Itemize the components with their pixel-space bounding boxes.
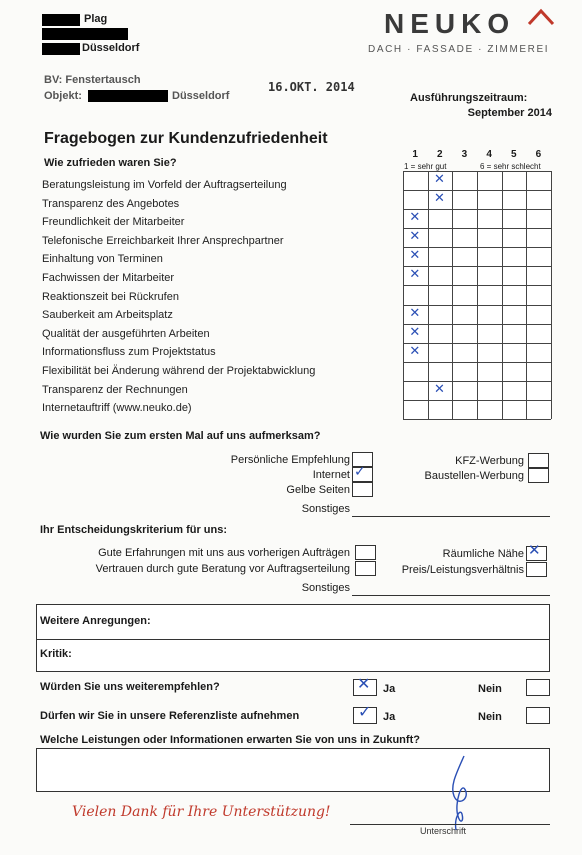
- signature-line[interactable]: [350, 824, 550, 825]
- rating-cell[interactable]: [478, 172, 501, 189]
- rating-mark-icon: ✕: [434, 191, 445, 207]
- grid-line: [403, 419, 551, 420]
- rating-cell[interactable]: [503, 363, 526, 380]
- scale-number: 1: [412, 149, 418, 160]
- rating-cell[interactable]: [478, 344, 501, 361]
- rating-mark-icon: ✕: [434, 381, 445, 397]
- satisfaction-item: Sauberkeit am Arbeitsplatz: [42, 309, 173, 322]
- rating-cell[interactable]: [453, 248, 476, 265]
- rating-cell[interactable]: [404, 363, 427, 380]
- sender-name: Plag: [84, 13, 108, 25]
- rating-cell[interactable]: [503, 325, 526, 342]
- satisfaction-item: Telefonische Erreichbarkeit Ihrer Ansprechpartner: [42, 234, 284, 247]
- cross-mark-icon: ✕: [528, 541, 541, 559]
- satisfaction-item: Transparenz des Angebotes: [42, 197, 180, 210]
- scale-number: 4: [486, 149, 492, 160]
- grid-line: [551, 171, 552, 419]
- satisfaction-item: Flexibilität bei Änderung während der Projektabwicklung: [42, 365, 316, 377]
- redacted-object: [88, 90, 168, 102]
- redacted-name: [42, 14, 80, 26]
- rating-mark-icon: ✕: [434, 172, 445, 187]
- rating-grid: [403, 171, 551, 419]
- rating-cell[interactable]: [503, 286, 526, 303]
- rating-cell[interactable]: [429, 210, 452, 227]
- option-persoenliche-empfehlung: Persönliche Empfehlung: [230, 454, 350, 466]
- satisfaction-item: Fachwissen der Mitarbeiter: [42, 272, 175, 284]
- handwritten-signature: [440, 752, 476, 834]
- rating-cell[interactable]: [527, 344, 550, 361]
- checkbox-preis-leistung[interactable]: [526, 562, 547, 577]
- option-gute-erfahrungen: Gute Erfahrungen mit uns aus vorherigen Aufträgen: [98, 547, 350, 559]
- option-preis-leistung: Preis/Leistungsverhältnis: [401, 564, 524, 576]
- rating-cell[interactable]: [478, 363, 501, 380]
- rating-cell[interactable]: [453, 306, 476, 323]
- rating-cell[interactable]: [429, 344, 452, 361]
- scale-number: 2: [437, 149, 443, 160]
- reference-question: Dürfen wir Sie in unsere Referenzliste aufnehmen: [40, 710, 300, 722]
- satisfaction-item: Informationsfluss zum Projektstatus: [42, 346, 216, 359]
- rating-cell[interactable]: [503, 172, 526, 189]
- rating-cell[interactable]: [453, 191, 476, 208]
- recommend-question: Würden Sie uns weiterempfehlen?: [40, 681, 220, 693]
- checkbox-kfz-werbung[interactable]: [528, 453, 549, 468]
- rating-cell[interactable]: [478, 306, 501, 323]
- objekt-label: Objekt:: [44, 90, 82, 102]
- page-title: Fragebogen zur Kundenzufriedenheit: [44, 130, 328, 147]
- check-mark-icon: ✓: [358, 702, 372, 721]
- criteria-question: Ihr Entscheidungskriterium für uns:: [40, 524, 228, 536]
- rating-cell[interactable]: [478, 325, 501, 342]
- scale-number: 5: [511, 149, 517, 160]
- rating-mark-icon: ✕: [409, 305, 421, 321]
- rating-cell[interactable]: [404, 172, 427, 189]
- signature-label: Unterschrift: [420, 826, 467, 836]
- rating-cell[interactable]: [503, 382, 526, 399]
- rating-cell[interactable]: [453, 210, 476, 227]
- cross-mark-icon: ✕: [357, 674, 371, 693]
- satisfaction-item: Internetauftriff (www.neuko.de): [42, 402, 192, 415]
- recommend-no-checkbox[interactable]: [526, 679, 550, 696]
- received-stamp: 16.OKT. 2014: [268, 80, 355, 94]
- option-gelbe-seiten: Gelbe Seiten: [286, 484, 350, 496]
- rating-cell[interactable]: [527, 382, 550, 399]
- option-internet: Internet: [312, 469, 350, 481]
- roof-icon: [527, 8, 555, 26]
- satisfaction-item: Reaktionszeit bei Rückrufen: [42, 290, 179, 303]
- period-label: Ausführungszeitraum:: [410, 92, 528, 104]
- source-other-field[interactable]: [352, 516, 550, 517]
- source-question: Wie wurden Sie zum ersten Mal auf uns aufmerksam?: [40, 430, 321, 442]
- period-value: September 2014: [467, 107, 552, 119]
- scale-best-label: 1 = sehr gut: [404, 162, 447, 171]
- rating-cell[interactable]: [429, 229, 452, 246]
- rating-cell[interactable]: [429, 306, 452, 323]
- rating-cell[interactable]: [453, 172, 476, 189]
- rating-cell[interactable]: [478, 229, 501, 246]
- rating-cell[interactable]: [453, 267, 476, 284]
- rating-cell[interactable]: [478, 267, 501, 284]
- option-vertrauen-beratung: Vertrauen durch gute Beratung vor Auftragserteilung: [95, 563, 350, 575]
- checkbox-gute-erfahrungen[interactable]: [355, 545, 376, 560]
- rating-cell[interactable]: [429, 401, 452, 418]
- reference-no-checkbox[interactable]: [526, 707, 550, 724]
- sender-city: Düsseldorf: [82, 42, 140, 54]
- scale-number: 3: [461, 149, 468, 160]
- scale-worst-label: 6 = sehr schlecht: [480, 162, 541, 171]
- rating-cell[interactable]: [503, 306, 526, 323]
- rating-cell[interactable]: [404, 191, 427, 208]
- rating-cell[interactable]: [527, 210, 550, 227]
- bv-label: BV: Fenstertausch: [44, 74, 141, 86]
- rating-cell[interactable]: [453, 363, 476, 380]
- rating-cell[interactable]: [453, 325, 476, 342]
- rating-cell[interactable]: [527, 401, 550, 418]
- recommend-no-label: Nein: [478, 683, 502, 695]
- criticism-label: Kritik:: [40, 648, 72, 660]
- rating-cell[interactable]: [429, 248, 452, 265]
- rating-cell[interactable]: [404, 382, 427, 399]
- rating-cell[interactable]: [478, 401, 501, 418]
- rating-cell[interactable]: [453, 229, 476, 246]
- rating-cell[interactable]: [503, 229, 526, 246]
- criteria-other-label: Sonstiges: [301, 582, 350, 594]
- check-mark-icon: ✓: [354, 464, 366, 480]
- rating-mark-icon: ✕: [409, 229, 421, 245]
- satisfaction-item: Beratungsleistung im Vorfeld der Auftragserteilung: [42, 179, 287, 191]
- rating-cell[interactable]: [503, 401, 526, 418]
- rating-cell[interactable]: [478, 286, 501, 303]
- rating-cell[interactable]: [527, 229, 550, 246]
- rating-cell[interactable]: [429, 267, 452, 284]
- rating-cell[interactable]: [478, 248, 501, 265]
- reference-yes-label: Ja: [383, 711, 396, 723]
- future-question: Welche Leistungen oder Informationen erwarten Sie von uns in Zukunft?: [40, 734, 420, 746]
- rating-cell[interactable]: [429, 286, 452, 303]
- rating-cell[interactable]: [503, 210, 526, 227]
- checkbox-baustellen-werbung[interactable]: [528, 468, 549, 483]
- rating-cell[interactable]: [503, 191, 526, 208]
- option-baustellen-werbung: Baustellen-Werbung: [424, 470, 524, 482]
- satisfaction-item: Einhaltung von Terminen: [42, 253, 163, 266]
- rating-cell[interactable]: [478, 191, 501, 208]
- recommend-yes-label: Ja: [383, 683, 396, 695]
- thanks-text: Vielen Dank für Ihre Unterstützung!: [72, 804, 331, 820]
- rating-cell[interactable]: [527, 286, 550, 303]
- scale-number: 6: [535, 149, 542, 160]
- rating-cell[interactable]: [478, 210, 501, 227]
- objekt-city: Düsseldorf: [172, 90, 230, 102]
- company-tagline: DACH · FASSADE · ZIMMEREI: [368, 44, 550, 55]
- rating-cell[interactable]: [453, 382, 476, 399]
- rating-cell[interactable]: [453, 344, 476, 361]
- reference-no-label: Nein: [478, 711, 502, 723]
- redacted-street: [42, 28, 128, 40]
- rating-cell[interactable]: [453, 286, 476, 303]
- rating-mark-icon: ✕: [409, 343, 421, 359]
- checkbox-vertrauen-beratung[interactable]: [355, 561, 376, 576]
- source-other-label: Sonstiges: [301, 503, 350, 515]
- rating-cell[interactable]: [527, 191, 550, 208]
- option-kfz-werbung: KFZ-Werbung: [455, 455, 524, 467]
- redacted-zip: [42, 43, 80, 55]
- criteria-other-field[interactable]: [352, 595, 550, 596]
- option-raeumliche-naehe: Räumliche Nähe: [442, 548, 524, 560]
- rating-mark-icon: ✕: [409, 248, 421, 264]
- rating-cell[interactable]: [527, 363, 550, 380]
- rating-cell[interactable]: [478, 382, 501, 399]
- rating-mark-icon: ✕: [409, 210, 421, 226]
- rating-cell[interactable]: [404, 401, 427, 418]
- satisfaction-item: Qualität der ausgeführten Arbeiten: [42, 327, 210, 340]
- rating-cell[interactable]: [527, 172, 550, 189]
- rating-mark-icon: ✕: [409, 267, 421, 283]
- rating-cell[interactable]: [503, 267, 526, 284]
- rating-cell[interactable]: [503, 344, 526, 361]
- rating-cell[interactable]: [527, 248, 550, 265]
- rating-cell[interactable]: [503, 248, 526, 265]
- feedback-divider: [37, 639, 549, 640]
- checkbox-gelbe-seiten[interactable]: [352, 482, 373, 497]
- rating-cell[interactable]: [527, 267, 550, 284]
- rating-cell[interactable]: [453, 401, 476, 418]
- satisfaction-item: Transparenz der Rechnungen: [42, 383, 188, 396]
- suggestions-label: Weitere Anregungen:: [40, 615, 151, 627]
- satisfaction-question: Wie zufrieden waren Sie?: [44, 157, 177, 169]
- satisfaction-item: Freundlichkeit der Mitarbeiter: [42, 216, 185, 229]
- rating-cell[interactable]: [527, 325, 550, 342]
- rating-mark-icon: ✕: [409, 324, 421, 340]
- rating-cell[interactable]: [429, 363, 452, 380]
- company-logo: NEUKO: [384, 8, 516, 39]
- rating-cell[interactable]: [527, 306, 550, 323]
- rating-cell[interactable]: [429, 325, 452, 342]
- rating-cell[interactable]: [404, 286, 427, 303]
